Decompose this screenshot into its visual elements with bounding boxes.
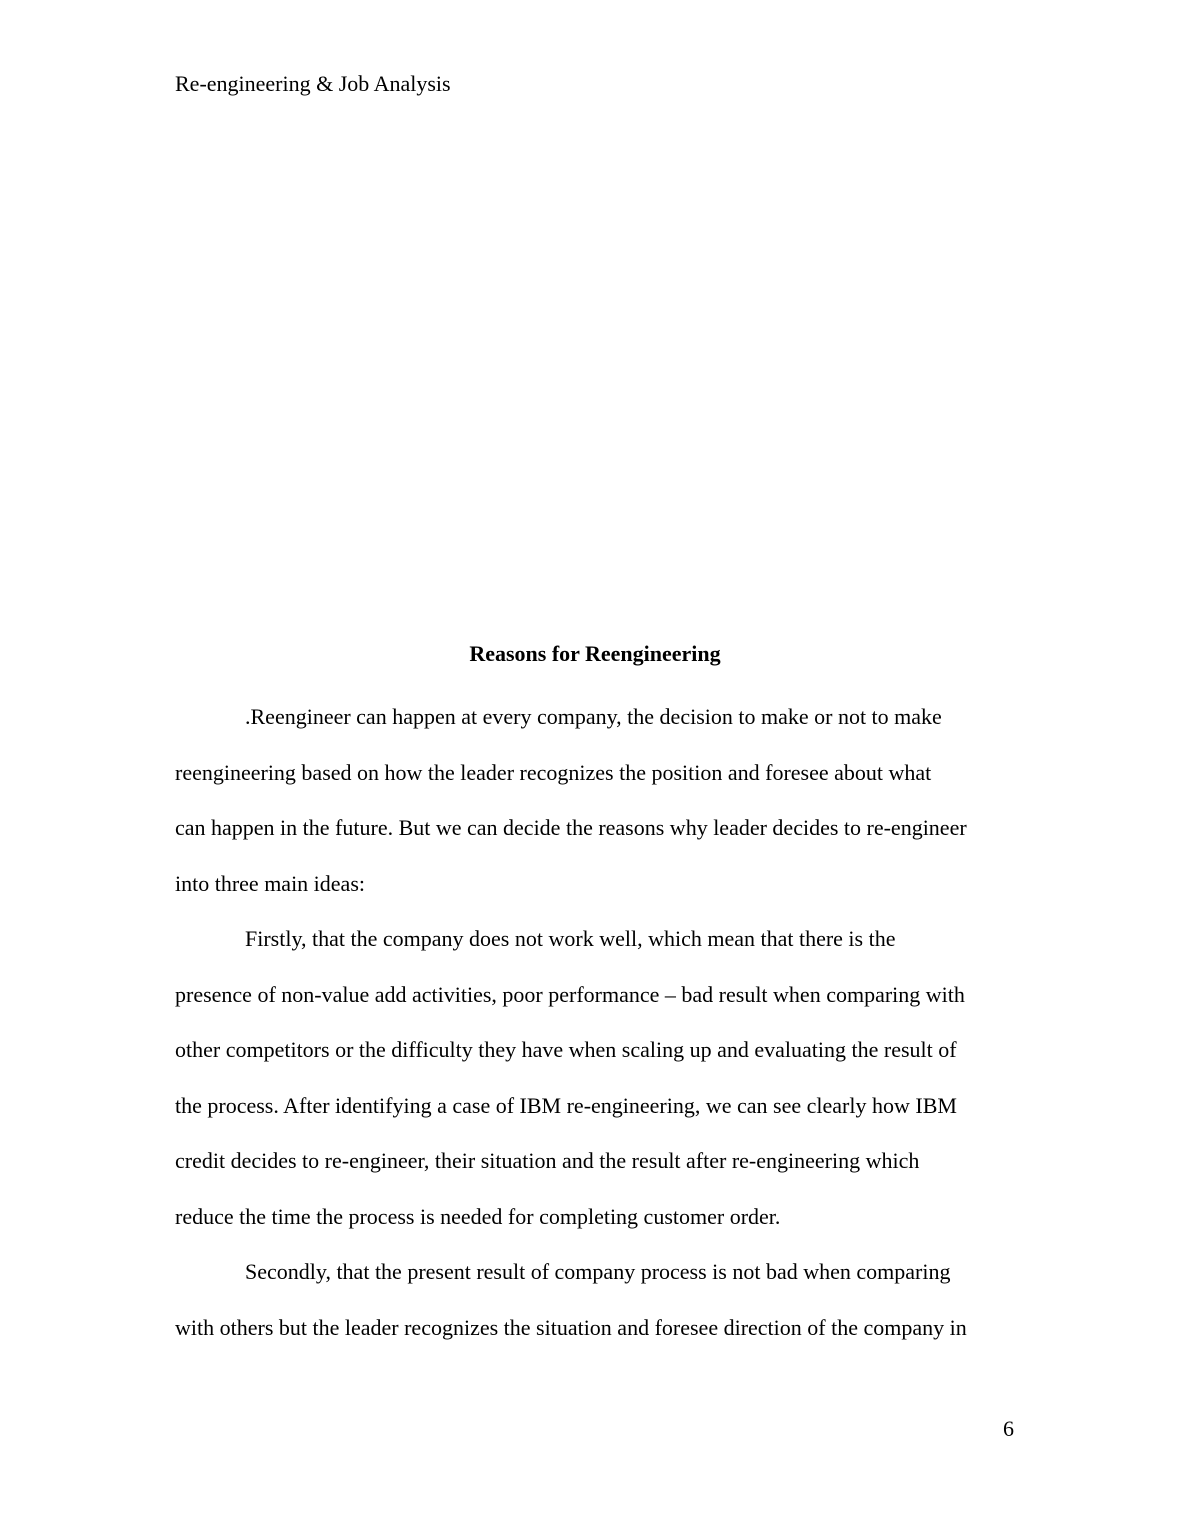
paragraph-3 <box>175 1244 1015 1355</box>
paragraph-2 <box>175 911 1015 1244</box>
heading-spacer <box>175 671 1015 689</box>
running-head: Re-engineering & Job Analysis <box>175 71 451 96</box>
paragraph-line: with others but the leader recognizes the situation and foresee direction of the company in <box>175 1314 967 1340</box>
paragraph-line: credit decides to re-engineer, their situation and the result after re-engineering which <box>175 1148 920 1173</box>
body-text <box>175 636 1015 1355</box>
paragraph-line: reengineering based on how the leader recognizes the position and foresee about what <box>175 759 932 785</box>
paragraph-line: Firstly, that the company does not work well, which mean that there is the <box>245 926 896 951</box>
paragraph-1 <box>175 689 1015 911</box>
paragraph-line: Secondly, that the present result of company process is not bad when comparing <box>245 1259 951 1284</box>
paragraph-line: reduce the time the process is needed for completing customer order. <box>175 1203 781 1229</box>
paragraph-line: .Reengineer can happen at every company, the decision to make or not to make <box>245 704 942 729</box>
paragraph-line: other competitors or the difficulty they have when scaling up and evaluating the result of <box>175 1037 957 1062</box>
paragraph-line: can happen in the future. But we can decide the reasons why leader decides to re-engineer <box>175 815 967 840</box>
paragraph-line: presence of non-value add activities, poor performance – bad result when comparing with <box>175 981 965 1007</box>
paragraph-line: the process. After identifying a case of IBM re-engineering, we can see clearly how IBM <box>175 1092 957 1118</box>
page-number: 6 <box>1003 1416 1014 1441</box>
section-heading: Reasons for Reengineering <box>469 641 721 666</box>
paragraph-line: into three main ideas: <box>175 870 365 896</box>
